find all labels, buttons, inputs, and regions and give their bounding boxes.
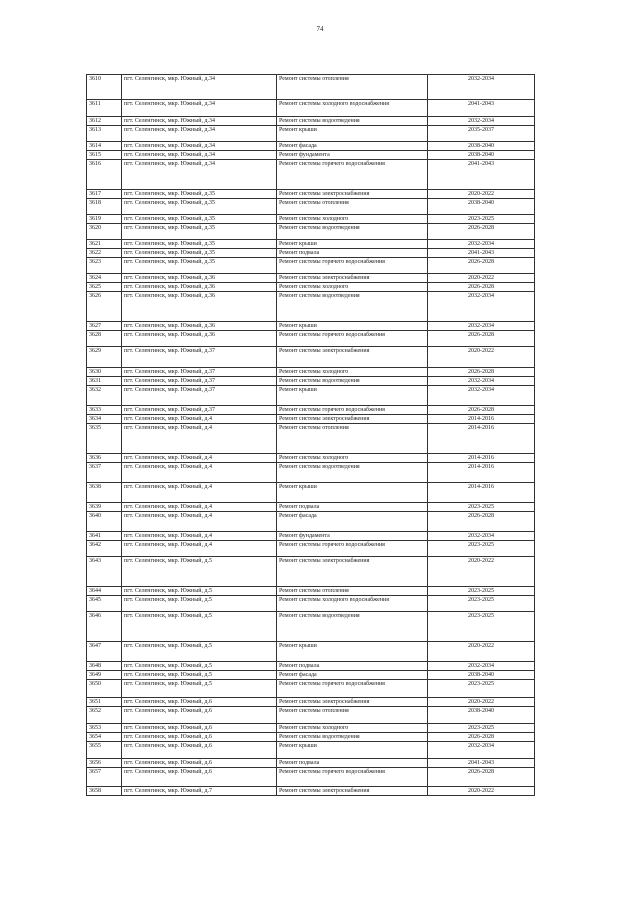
table-row [87,532,535,541]
period-cell: 2020-2022 [428,787,535,796]
repair-schedule-table [86,74,535,796]
period-cell: 2032-2034 [428,117,535,126]
table-row [87,224,535,240]
address-cell: пгт. Селенгинск, мкр. Южный, д.4 [122,532,277,541]
work-type-cell: Ремонт системы электроснабжения [277,415,428,424]
table-row [87,160,535,190]
period-cell: 2014-2016 [428,454,535,463]
table-row [87,100,535,117]
address-cell: пгт. Селенгинск, мкр. Южный, д.4 [122,454,277,463]
period-cell: 2032-2034 [428,742,535,759]
period-cell: 2020-2022 [428,190,535,199]
work-type-cell: Ремонт крыши [277,126,428,142]
address-cell: пгт. Селенгинск, мкр. Южный, д.5 [122,587,277,596]
work-type-cell: Ремонт фундамента [277,151,428,160]
table-row [87,768,535,787]
table-row [87,199,535,215]
row-number: 3640 [87,512,122,532]
table-row [87,215,535,224]
period-cell: 2035-2037 [428,126,535,142]
row-number: 3616 [87,160,122,190]
address-cell: пгт. Селенгинск, мкр. Южный, д.4 [122,541,277,557]
work-type-cell: Ремонт системы холодного водоснабжения [277,100,428,117]
table-row [87,240,535,249]
work-type-cell: Ремонт системы холодного [277,454,428,463]
row-number: 3636 [87,454,122,463]
table-row [87,292,535,322]
period-cell: 2026-2028 [428,331,535,347]
work-type-cell: Ремонт фасада [277,512,428,532]
row-number: 3619 [87,215,122,224]
period-cell: 2032-2034 [428,662,535,671]
table-row [87,75,535,100]
address-cell: пгт. Селенгинск, мкр. Южный, д.6 [122,733,277,742]
address-cell: пгт. Селенгинск, мкр. Южный, д.36 [122,283,277,292]
table-row [87,274,535,283]
table-row [87,707,535,724]
work-type-cell: Ремонт системы горячего водоснабжения [277,768,428,787]
row-number: 3622 [87,249,122,258]
address-cell: пгт. Селенгинск, мкр. Южный, д.35 [122,249,277,258]
table-row [87,698,535,707]
row-number: 3648 [87,662,122,671]
row-number: 3657 [87,768,122,787]
row-number: 3634 [87,415,122,424]
work-type-cell: Ремонт системы горячего водоснабжения [277,258,428,274]
work-type-cell: Ремонт системы электроснабжения [277,698,428,707]
address-cell: пгт. Селенгинск, мкр. Южный, д.35 [122,224,277,240]
row-number: 3655 [87,742,122,759]
address-cell: пгт. Селенгинск, мкр. Южный, д.35 [122,215,277,224]
work-type-cell: Ремонт системы водоотведения [277,292,428,322]
table-row [87,587,535,596]
address-cell: пгт. Селенгинск, мкр. Южный, д.34 [122,117,277,126]
address-cell: пгт. Селенгинск, мкр. Южный, д.36 [122,322,277,331]
work-type-cell: Ремонт системы электроснабжения [277,787,428,796]
row-number: 3629 [87,347,122,368]
period-cell: 2038-2040 [428,199,535,215]
period-cell: 2032-2034 [428,240,535,249]
work-type-cell: Ремонт фасада [277,142,428,151]
work-type-cell: Ремонт системы холодного [277,724,428,733]
address-cell: пгт. Селенгинск, мкр. Южный, д.35 [122,199,277,215]
address-cell: пгт. Селенгинск, мкр. Южный, д.37 [122,406,277,415]
work-type-cell: Ремонт системы электроснабжения [277,557,428,587]
period-cell: 2026-2028 [428,512,535,532]
address-cell: пгт. Селенгинск, мкр. Южный, д.4 [122,503,277,512]
work-type-cell: Ремонт системы горячего водоснабжения [277,406,428,415]
work-type-cell: Ремонт системы водоотведения [277,224,428,240]
table-row [87,117,535,126]
row-number: 3611 [87,100,122,117]
table-row [87,680,535,698]
period-cell: 2032-2034 [428,292,535,322]
address-cell: пгт. Селенгинск, мкр. Южный, д.4 [122,512,277,532]
table-row [87,742,535,759]
table-row [87,612,535,642]
table-row [87,724,535,733]
period-cell: 2023-2025 [428,503,535,512]
table-row [87,322,535,331]
address-cell: пгт. Селенгинск, мкр. Южный, д.7 [122,787,277,796]
period-cell: 2023-2025 [428,541,535,557]
table-row [87,512,535,532]
table-row [87,503,535,512]
address-cell: пгт. Селенгинск, мкр. Южный, д.37 [122,347,277,368]
row-number: 3639 [87,503,122,512]
row-number: 3650 [87,680,122,698]
table-body [87,75,535,796]
work-type-cell: Ремонт системы горячего водоснабжения [277,680,428,698]
address-cell: пгт. Селенгинск, мкр. Южный, д.34 [122,142,277,151]
row-number: 3623 [87,258,122,274]
table-row [87,258,535,274]
address-cell: пгт. Селенгинск, мкр. Южный, д.5 [122,671,277,680]
table-row [87,671,535,680]
address-cell: пгт. Селенгинск, мкр. Южный, д.6 [122,707,277,724]
row-number: 3627 [87,322,122,331]
address-cell: пгт. Селенгинск, мкр. Южный, д.36 [122,292,277,322]
row-number: 3617 [87,190,122,199]
period-cell: 2026-2028 [428,768,535,787]
row-number: 3615 [87,151,122,160]
work-type-cell: Ремонт системы электроснабжения [277,190,428,199]
table-row [87,249,535,258]
row-number: 3642 [87,541,122,557]
row-number: 3626 [87,292,122,322]
address-cell: пгт. Селенгинск, мкр. Южный, д.6 [122,724,277,733]
table-row [87,347,535,368]
row-number: 3643 [87,557,122,587]
address-cell: пгт. Селенгинск, мкр. Южный, д.34 [122,151,277,160]
address-cell: пгт. Селенгинск, мкр. Южный, д.34 [122,160,277,190]
row-number: 3633 [87,406,122,415]
row-number: 3644 [87,587,122,596]
period-cell: 2020-2022 [428,642,535,662]
period-cell: 2041-2043 [428,100,535,117]
row-number: 3654 [87,733,122,742]
period-cell: 2032-2034 [428,322,535,331]
row-number: 3632 [87,386,122,406]
address-cell: пгт. Селенгинск, мкр. Южный, д.5 [122,642,277,662]
table-row [87,787,535,796]
address-cell: пгт. Селенгинск, мкр. Южный, д.37 [122,386,277,406]
period-cell: 2038-2040 [428,671,535,680]
table-row [87,331,535,347]
work-type-cell: Ремонт системы водоотведения [277,463,428,483]
address-cell: пгт. Селенгинск, мкр. Южный, д.6 [122,698,277,707]
work-type-cell: Ремонт системы электроснабжения [277,274,428,283]
address-cell: пгт. Селенгинск, мкр. Южный, д.6 [122,768,277,787]
period-cell: 2026-2028 [428,258,535,274]
work-type-cell: Ремонт системы холодного [277,215,428,224]
work-type-cell: Ремонт системы горячего водоснабжения [277,160,428,190]
table-row [87,283,535,292]
table-row [87,733,535,742]
work-type-cell: Ремонт системы отопления [277,707,428,724]
address-cell: пгт. Селенгинск, мкр. Южный, д.5 [122,557,277,587]
row-number: 3635 [87,424,122,454]
table-row [87,463,535,483]
address-cell: пгт. Селенгинск, мкр. Южный, д.5 [122,596,277,612]
period-cell: 2032-2034 [428,386,535,406]
address-cell: пгт. Селенгинск, мкр. Южный, д.37 [122,368,277,377]
period-cell: 2026-2028 [428,283,535,292]
address-cell: пгт. Селенгинск, мкр. Южный, д.4 [122,424,277,454]
address-cell: пгт. Селенгинск, мкр. Южный, д.4 [122,415,277,424]
row-number: 3630 [87,368,122,377]
row-number: 3628 [87,331,122,347]
work-type-cell: Ремонт подвала [277,249,428,258]
work-type-cell: Ремонт системы водоотведения [277,377,428,386]
table-row [87,415,535,424]
address-cell: пгт. Селенгинск, мкр. Южный, д.35 [122,240,277,249]
period-cell: 2032-2034 [428,532,535,541]
work-type-cell: Ремонт системы водоотведения [277,117,428,126]
work-type-cell: Ремонт системы водоотведения [277,612,428,642]
period-cell: 2023-2025 [428,596,535,612]
address-cell: пгт. Селенгинск, мкр. Южный, д.4 [122,463,277,483]
address-cell: пгт. Селенгинск, мкр. Южный, д.36 [122,274,277,283]
work-type-cell: Ремонт системы холодного [277,368,428,377]
period-cell: 2023-2025 [428,215,535,224]
work-type-cell: Ремонт крыши [277,322,428,331]
work-type-cell: Ремонт системы отопления [277,199,428,215]
row-number: 3647 [87,642,122,662]
address-cell: пгт. Селенгинск, мкр. Южный, д.5 [122,612,277,642]
work-type-cell: Ремонт системы холодного водоснабжения [277,596,428,612]
period-cell: 2023-2025 [428,612,535,642]
work-type-cell: Ремонт системы отопления [277,587,428,596]
table-row [87,386,535,406]
table-row [87,454,535,463]
table-row [87,662,535,671]
period-cell: 2038-2040 [428,707,535,724]
table-row [87,151,535,160]
table-row [87,406,535,415]
period-cell: 2020-2022 [428,698,535,707]
period-cell: 2032-2034 [428,377,535,386]
period-cell: 2023-2025 [428,680,535,698]
period-cell: 2026-2028 [428,368,535,377]
period-cell: 2014-2016 [428,483,535,503]
row-number: 3618 [87,199,122,215]
address-cell: пгт. Селенгинск, мкр. Южный, д.5 [122,662,277,671]
work-type-cell: Ремонт системы электроснабжения [277,347,428,368]
address-cell: пгт. Селенгинск, мкр. Южный, д.6 [122,759,277,768]
page-number: 74 [316,25,324,33]
period-cell: 2023-2025 [428,724,535,733]
period-cell: 2026-2028 [428,224,535,240]
address-cell: пгт. Селенгинск, мкр. Южный, д.34 [122,75,277,100]
work-type-cell: Ремонт системы холодного [277,283,428,292]
period-cell: 2026-2028 [428,733,535,742]
work-type-cell: Ремонт системы горячего водоснабжения [277,541,428,557]
row-number: 3651 [87,698,122,707]
table-row [87,126,535,142]
table-row [87,142,535,151]
row-number: 3612 [87,117,122,126]
period-cell: 2014-2016 [428,463,535,483]
row-number: 3641 [87,532,122,541]
period-cell: 2032-2034 [428,75,535,100]
work-type-cell: Ремонт крыши [277,483,428,503]
period-cell: 2041-2043 [428,249,535,258]
address-cell: пгт. Селенгинск, мкр. Южный, д.35 [122,190,277,199]
work-type-cell: Ремонт системы водоотведения [277,733,428,742]
row-number: 3658 [87,787,122,796]
table-row [87,557,535,587]
row-number: 3613 [87,126,122,142]
address-cell: пгт. Селенгинск, мкр. Южный, д.34 [122,100,277,117]
work-type-cell: Ремонт фасада [277,671,428,680]
work-type-cell: Ремонт системы горячего водоснабжения [277,331,428,347]
row-number: 3656 [87,759,122,768]
row-number: 3631 [87,377,122,386]
work-type-cell: Ремонт подвала [277,759,428,768]
address-cell: пгт. Селенгинск, мкр. Южный, д.37 [122,377,277,386]
period-cell: 2020-2022 [428,347,535,368]
period-cell: 2038-2040 [428,151,535,160]
address-cell: пгт. Селенгинск, мкр. Южный, д.34 [122,126,277,142]
row-number: 3610 [87,75,122,100]
row-number: 3624 [87,274,122,283]
work-type-cell: Ремонт подвала [277,662,428,671]
work-type-cell: Ремонт крыши [277,742,428,759]
row-number: 3646 [87,612,122,642]
work-type-cell: Ремонт подвала [277,503,428,512]
row-number: 3653 [87,724,122,733]
address-cell: пгт. Селенгинск, мкр. Южный, д.6 [122,742,277,759]
period-cell: 2038-2040 [428,142,535,151]
table-row [87,190,535,199]
row-number: 3637 [87,463,122,483]
period-cell: 2020-2022 [428,557,535,587]
row-number: 3620 [87,224,122,240]
table-row [87,368,535,377]
table-row [87,596,535,612]
table-row [87,483,535,503]
row-number: 3638 [87,483,122,503]
row-number: 3652 [87,707,122,724]
work-type-cell: Ремонт крыши [277,386,428,406]
work-type-cell: Ремонт системы отопления [277,75,428,100]
row-number: 3625 [87,283,122,292]
row-number: 3621 [87,240,122,249]
row-number: 3614 [87,142,122,151]
table-row [87,424,535,454]
table-row [87,759,535,768]
work-type-cell: Ремонт крыши [277,240,428,249]
work-type-cell: Ремонт фундамента [277,532,428,541]
address-cell: пгт. Селенгинск, мкр. Южный, д.4 [122,483,277,503]
work-type-cell: Ремонт крыши [277,642,428,662]
period-cell: 2014-2016 [428,424,535,454]
period-cell: 2041-2043 [428,160,535,190]
address-cell: пгт. Селенгинск, мкр. Южный, д.35 [122,258,277,274]
table-row [87,642,535,662]
period-cell: 2020-2022 [428,274,535,283]
period-cell: 2023-2025 [428,587,535,596]
table-row [87,541,535,557]
period-cell: 2026-2028 [428,406,535,415]
work-type-cell: Ремонт системы отопления [277,424,428,454]
address-cell: пгт. Селенгинск, мкр. Южный, д.36 [122,331,277,347]
period-cell: 2014-2016 [428,415,535,424]
period-cell: 2041-2043 [428,759,535,768]
row-number: 3649 [87,671,122,680]
table-row [87,377,535,386]
address-cell: пгт. Селенгинск, мкр. Южный, д.5 [122,680,277,698]
row-number: 3645 [87,596,122,612]
